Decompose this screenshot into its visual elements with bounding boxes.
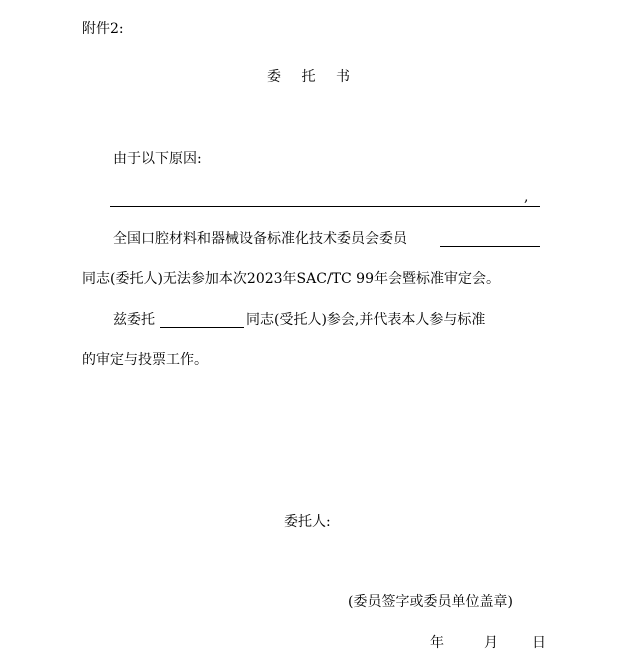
trustee-name-blank[interactable] (160, 327, 244, 328)
committee-member-text: 全国口腔材料和器械设备标准化技术委员会委员 (113, 231, 407, 247)
reason-comma: , (524, 189, 529, 205)
member-name-blank[interactable] (440, 246, 540, 247)
attachment-label: 附件2: (82, 21, 124, 37)
entrust-suffix: 同志(受托人)参会,并代表本人参与标准 (246, 312, 486, 328)
signature-note: (委员签字或委员单位盖章) (348, 594, 513, 610)
date-day: 日 (532, 635, 546, 651)
entrust-continuation: 的审定与投票工作。 (82, 352, 208, 368)
date-month: 月 (484, 635, 498, 651)
reason-prompt: 由于以下原因: (113, 151, 202, 167)
date-year: 年 (430, 635, 444, 651)
reason-blank-line[interactable] (110, 206, 540, 207)
principal-label: 委托人: (284, 514, 331, 530)
entrust-prefix: 兹委托 (113, 312, 155, 328)
document-title: 委 托 书 (267, 69, 358, 85)
absence-statement: 同志(委托人)无法参加本次2023年SAC/TC 99年会暨标准审定会。 (82, 271, 500, 287)
